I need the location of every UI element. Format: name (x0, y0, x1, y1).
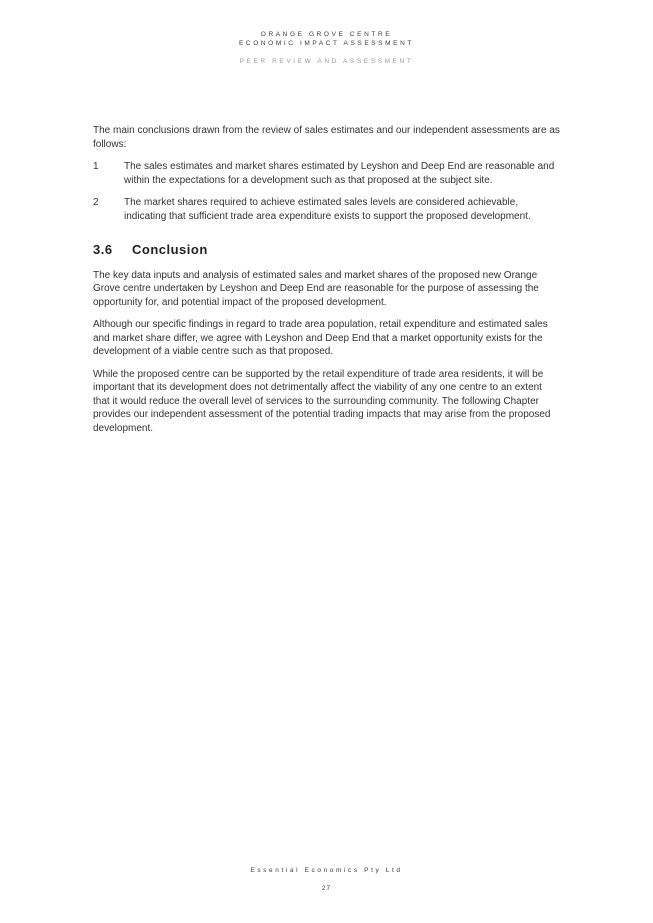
section-number: 3.6 (93, 242, 113, 257)
page-header (0, 30, 653, 66)
footer-company: Essential Economics Pty Ltd (250, 867, 403, 874)
list-item-number: 1 (93, 161, 99, 172)
body-paragraph: Although our specific findings in regard to trade area population, retail expenditure and estimated sales and market share differ, we agree with Leyshon and Deep End that a market opportunity exists for the development of a viable centre such as that proposed. (93, 319, 548, 357)
section-heading (93, 243, 560, 257)
page-footer (0, 866, 653, 893)
list-item-text: The sales estimates and market shares estimated by Leyshon and Deep End are reasonable and within the expectations for a development such as that proposed at the subject site. (124, 161, 555, 186)
intro-paragraph: The main conclusions drawn from the review of sales estimates and our independent assessments are as follows: (93, 125, 560, 150)
header-title-line2: ECONOMIC IMPACT ASSESSMENT (239, 40, 414, 47)
header-title-line1: ORANGE GROVE CENTRE (260, 31, 393, 38)
list-item (93, 196, 560, 223)
page-number: 27 (321, 885, 332, 892)
list-item (93, 160, 560, 187)
list-item-number: 2 (93, 197, 99, 208)
list-item-text: The market shares required to achieve estimated sales levels are considered achievable, indicating that sufficient trade area expenditure exists to support the proposed development. (124, 197, 531, 222)
conclusions-list (93, 160, 560, 223)
section-title: Conclusion (132, 242, 208, 257)
body-paragraph: While the proposed centre can be supported by the retail expenditure of trade area residents, it will be important that its development does not detrimentally affect the viability of any one centre to an extent that it would reduce the overall level of services to the surrounding community. The following Chapter provides our independent assessment of the potential trading impacts that may arise from the proposed development. (93, 368, 551, 434)
header-subtitle: PEER REVIEW AND ASSESSMENT (239, 58, 414, 65)
body-paragraph: The key data inputs and analysis of estimated sales and market shares of the proposed new Orange Grove centre undertaken by Leyshon and Deep End are reasonable for the purpose of assessing the opportunity for, and potential impact of the proposed development. (93, 269, 539, 308)
page-content (93, 124, 560, 444)
